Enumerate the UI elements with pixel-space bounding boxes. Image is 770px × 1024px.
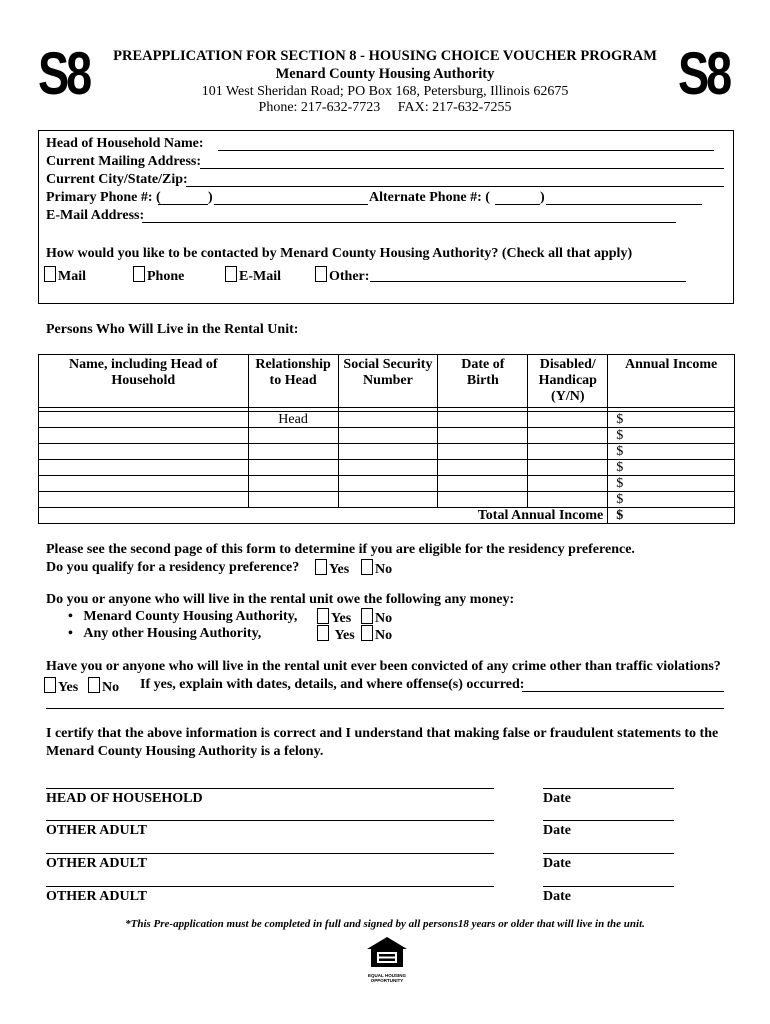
owe-question: Do you or anyone who will live in the rental unit owe the following any money: bbox=[46, 592, 515, 607]
certification-text: I certify that the above information is correct and I understand that making false or fraudulent statements to the Menard County Housing Authority is a felony. bbox=[46, 726, 719, 759]
head-of-household-label: Head of Household Name: bbox=[46, 136, 204, 151]
owe-item-menard: • Menard County Housing Authority, bbox=[68, 609, 298, 624]
signature-label-adult-2: OTHER ADULT bbox=[46, 856, 148, 871]
contact-other-field[interactable] bbox=[370, 281, 686, 282]
residency-note: Please see the second page of this form to determine if you are eligible for the residency preference. bbox=[46, 542, 635, 557]
table-row bbox=[39, 444, 735, 460]
household-heading: Persons Who Will Live in the Rental Unit: bbox=[46, 322, 299, 337]
primary-phone-paren: ) bbox=[208, 190, 213, 205]
crime-explain-field[interactable] bbox=[522, 691, 724, 692]
s8-logo-left: S8 bbox=[38, 40, 90, 107]
signature-line-adult-2[interactable] bbox=[46, 853, 494, 854]
income-cell[interactable]: $ bbox=[608, 428, 735, 444]
signature-line-head[interactable] bbox=[46, 788, 494, 789]
checkbox-owe-other-no[interactable] bbox=[361, 625, 373, 641]
alternate-phone-label: Alternate Phone #: ( bbox=[369, 190, 490, 205]
income-cell[interactable]: $ bbox=[608, 492, 735, 508]
contact-method-question: How would you like to be contacted by Menard County Housing Authority? (Check all that apply) bbox=[46, 246, 633, 261]
footer-note: *This Pre-application must be completed in full and signed by all persons18 years or older that will live in the unit. bbox=[125, 918, 645, 930]
alternate-phone-field[interactable] bbox=[546, 204, 702, 205]
mailing-address-field[interactable] bbox=[200, 168, 724, 169]
income-cell[interactable]: $ bbox=[608, 476, 735, 492]
date-label: Date bbox=[543, 889, 571, 904]
residency-yes[interactable]: Yes bbox=[315, 559, 349, 578]
equal-housing-text: EQUAL HOUSING OPPORTUNITY bbox=[368, 973, 406, 983]
total-income-label: Total Annual Income bbox=[39, 508, 608, 524]
date-label: Date bbox=[543, 823, 571, 838]
col-disabled: Disabled/ Handicap (Y/N) bbox=[528, 355, 608, 408]
date-line-adult-3[interactable] bbox=[543, 886, 674, 887]
checkbox-residency-yes[interactable] bbox=[315, 559, 327, 575]
table-header-row bbox=[39, 355, 735, 408]
alternate-area-code-field[interactable] bbox=[495, 204, 540, 205]
form-title: PREAPPLICATION FOR SECTION 8 - HOUSING CHOICE VOUCHER PROGRAM bbox=[113, 48, 657, 64]
date-label: Date bbox=[543, 856, 571, 871]
agency-name: Menard County Housing Authority bbox=[275, 66, 495, 82]
signature-label-adult-3: OTHER ADULT bbox=[46, 889, 148, 904]
income-cell[interactable]: $ bbox=[608, 460, 735, 476]
household-table bbox=[38, 354, 735, 524]
crime-question: Have you or anyone who will live in the rental unit ever been convicted of any crime other than traffic violations? bbox=[46, 659, 721, 674]
signature-line-adult-3[interactable] bbox=[46, 886, 494, 887]
col-dob: Date of Birth bbox=[438, 355, 528, 408]
email-label: E-Mail Address: bbox=[46, 208, 145, 223]
alternate-phone-paren: ) bbox=[540, 190, 545, 205]
table-row bbox=[39, 428, 735, 444]
date-line-head[interactable] bbox=[543, 788, 674, 789]
contact-option-phone[interactable]: Phone bbox=[133, 266, 184, 285]
equal-housing-icon bbox=[365, 936, 409, 968]
col-name: Name, including Head of Household bbox=[39, 355, 249, 408]
head-of-household-field[interactable] bbox=[218, 150, 714, 151]
residency-question: Do you qualify for a residency preference? bbox=[46, 560, 300, 575]
col-relationship: Relationship to Head bbox=[248, 355, 338, 408]
agency-phone-fax: Phone: 217-632-7723 FAX: 217-632-7255 bbox=[258, 100, 512, 115]
contact-option-other[interactable]: Other: bbox=[315, 266, 369, 285]
crime-explain-field-2[interactable] bbox=[46, 708, 724, 709]
table-row bbox=[39, 460, 735, 476]
ssn-cell[interactable] bbox=[338, 412, 438, 428]
crime-explain-label: If yes, explain with dates, details, and where offense(s) occurred: bbox=[140, 677, 525, 692]
city-state-zip-label: Current City/State/Zip: bbox=[46, 172, 188, 187]
total-income-cell[interactable]: $ bbox=[608, 508, 735, 524]
agency-address: 101 West Sheridan Road; PO Box 168, Petersburg, Illinois 62675 bbox=[201, 84, 569, 99]
table-row bbox=[39, 476, 735, 492]
contact-option-email[interactable]: E-Mail bbox=[225, 266, 281, 285]
income-cell[interactable]: $ bbox=[608, 444, 735, 460]
city-state-zip-field[interactable] bbox=[186, 186, 724, 187]
checkbox-owe-menard-no[interactable] bbox=[361, 608, 373, 624]
date-label: Date bbox=[543, 791, 571, 806]
checkbox-crime-yes[interactable] bbox=[44, 677, 56, 693]
col-ssn: Social Security Number bbox=[338, 355, 438, 408]
owe-menard-yes[interactable]: Yes bbox=[317, 608, 351, 627]
checkbox-crime-no[interactable] bbox=[88, 677, 100, 693]
owe-item-other: • Any other Housing Authority, bbox=[68, 626, 262, 641]
table-row bbox=[39, 492, 735, 508]
checkbox-phone[interactable] bbox=[133, 266, 145, 282]
primary-phone-label: Primary Phone #: ( bbox=[46, 190, 161, 205]
mailing-address-label: Current Mailing Address: bbox=[46, 154, 202, 169]
primary-area-code-field[interactable] bbox=[158, 204, 208, 205]
contact-option-mail[interactable]: Mail bbox=[44, 266, 86, 285]
crime-no[interactable]: No bbox=[88, 677, 119, 696]
checkbox-other[interactable] bbox=[315, 266, 327, 282]
total-row bbox=[39, 508, 735, 524]
email-field[interactable] bbox=[142, 222, 676, 223]
dob-cell[interactable] bbox=[438, 412, 528, 428]
crime-yes[interactable]: Yes bbox=[44, 677, 78, 696]
signature-label-head: HEAD OF HOUSEHOLD bbox=[46, 791, 203, 806]
owe-other-yes[interactable]: Yes bbox=[317, 625, 355, 644]
owe-other-no[interactable]: No bbox=[361, 625, 392, 644]
equal-housing-logo bbox=[365, 936, 409, 984]
relationship-cell: Head bbox=[248, 412, 338, 428]
s8-logo-right: S8 bbox=[678, 40, 730, 107]
date-line-adult-1[interactable] bbox=[543, 820, 674, 821]
date-line-adult-2[interactable] bbox=[543, 853, 674, 854]
signature-label-adult-1: OTHER ADULT bbox=[46, 823, 148, 838]
disabled-cell[interactable] bbox=[528, 412, 608, 428]
owe-menard-no[interactable]: No bbox=[361, 608, 392, 627]
checkbox-mail[interactable] bbox=[44, 266, 56, 282]
checkbox-owe-other-yes[interactable] bbox=[317, 625, 329, 641]
signature-line-adult-1[interactable] bbox=[46, 820, 494, 821]
col-income: Annual Income bbox=[608, 355, 735, 408]
table-row bbox=[39, 412, 735, 428]
primary-phone-field[interactable] bbox=[214, 204, 368, 205]
residency-no[interactable]: No bbox=[361, 559, 392, 578]
checkbox-owe-menard-yes[interactable] bbox=[317, 608, 329, 624]
checkbox-residency-no[interactable] bbox=[361, 559, 373, 575]
name-cell[interactable] bbox=[39, 412, 249, 428]
checkbox-email[interactable] bbox=[225, 266, 237, 282]
income-cell[interactable]: $ bbox=[608, 412, 735, 428]
